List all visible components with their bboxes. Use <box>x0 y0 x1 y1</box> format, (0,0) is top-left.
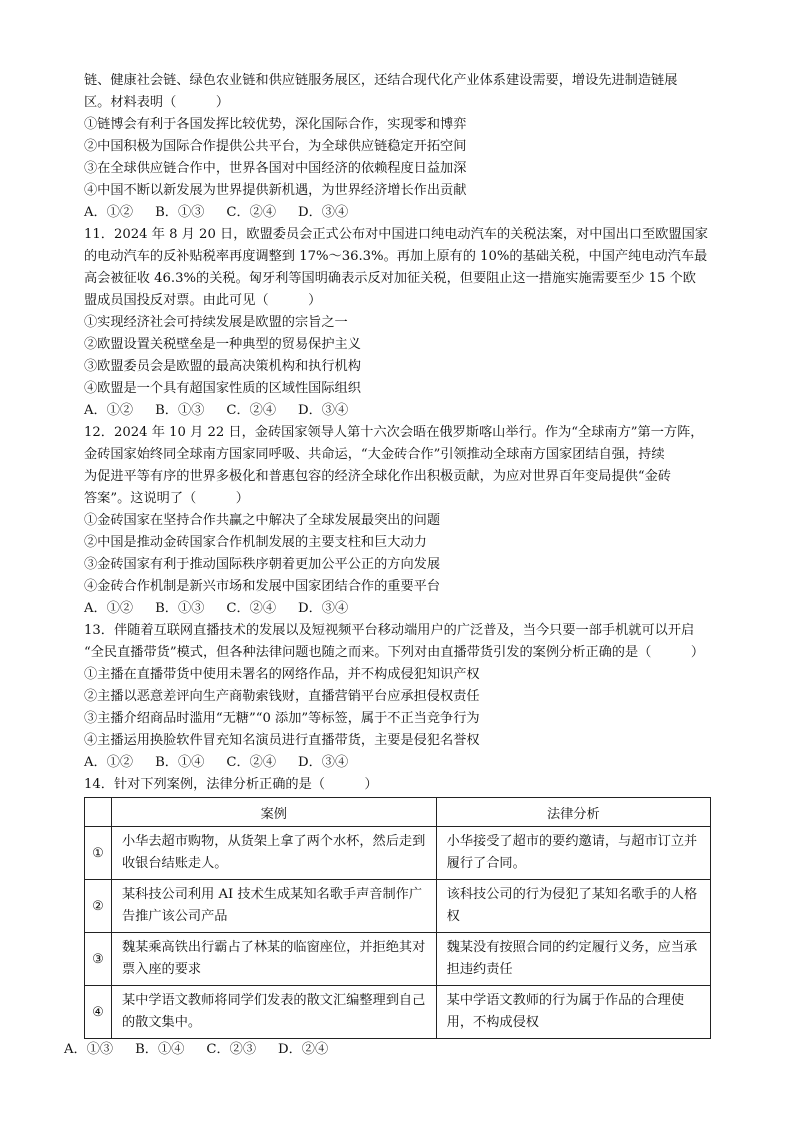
option-b[interactable]: B．①④ <box>155 755 205 770</box>
statement: ④欧盟是一个具有超国家性质的区域性国际组织 <box>84 381 361 396</box>
question-stem-line: 11．2024 年 8 月 20 日，欧盟委员会正式公布对中国进口纯电动汽车的关税法案，对中国出口至欧盟国家 <box>84 227 708 242</box>
option-b[interactable]: B．①③ <box>155 403 205 418</box>
statement: ③在全球供应链合作中，世界各国对中国经济的依赖程度日益加深 <box>84 161 467 176</box>
statement: ①主播在直播带货中使用未署名的网络作品，并不构成侵犯知识产权 <box>84 667 480 682</box>
option-d[interactable]: D．③④ <box>298 755 349 770</box>
row-number: ① <box>85 827 112 880</box>
statement: ③金砖国家有利于推动国际秩序朝着更加公平公正的方向发展 <box>84 557 441 572</box>
statement: ③欧盟委员会是欧盟的最高决策机构和执行机构 <box>84 359 361 374</box>
question-stem-line: 高会被征收 46.3%的关税。匈牙利等国明确表示反对加征关税，但要阻止这一措施实施需要至少 15 个欧 <box>84 271 696 286</box>
option-d[interactable]: D．②④ <box>278 1042 329 1057</box>
statement: ②中国积极为国际合作提供公共平台，为全球供应链稳定开拓空间 <box>84 139 467 154</box>
intro-line-1: 链、健康社会链、绿色农业链和供应链服务展区，还结合现代化产业体系建设需要，增设先进制造链展 <box>84 73 678 88</box>
option-c[interactable]: C．②④ <box>226 205 277 220</box>
table-row <box>85 933 711 986</box>
option-c[interactable]: C．②③ <box>206 1042 257 1057</box>
case-cell: 某中学语文教师将同学们发表的散文汇编整理到自己的散文集中。 <box>111 986 436 1039</box>
question-stem-line: 12．2024 年 10 月 22 日，金砖国家领导人第十六次会晤在俄罗斯喀山举行。作为“全球南方”第一方阵， <box>84 425 704 440</box>
answer-options <box>84 752 714 774</box>
analysis-cell: 魏某没有按照合同的约定履行义务，应当承担违约责任 <box>436 933 710 986</box>
option-a[interactable]: A．①② <box>84 755 134 770</box>
answer-options <box>64 1039 714 1061</box>
answer-options <box>84 202 714 224</box>
question-14 <box>64 774 714 1061</box>
intro-line-2: 区。材料表明（ ） <box>84 95 230 110</box>
question-stem-line: “全民直播带货”模式，但各种法律问题也随之而来。下列对由直播带货引发的案例分析正确的是（ ） <box>84 645 705 660</box>
statement: ④主播运用换脸软件冒充知名演员进行直播带货，主要是侵犯名誉权 <box>84 733 480 748</box>
answer-options <box>84 598 714 620</box>
option-c[interactable]: C．②④ <box>226 755 277 770</box>
question-13 <box>84 620 714 774</box>
answer-options <box>84 400 714 422</box>
row-number: ② <box>85 880 112 933</box>
table-row <box>85 880 711 933</box>
exam-page <box>64 70 714 1061</box>
question-stem-line: 金砖国家始终同全球南方国家同呼吸、共命运，“大金砖合作”引领推动全球南方国家团结自强，持续 <box>84 447 665 462</box>
statement: ④金砖合作机制是新兴市场和发展中国家团结合作的重要平台 <box>84 579 441 594</box>
analysis-cell: 该科技公司的行为侵犯了某知名歌手的人格权 <box>436 880 710 933</box>
row-number: ③ <box>85 933 112 986</box>
case-table <box>84 797 711 1039</box>
table-row <box>85 986 711 1039</box>
statement: ②中国是推动金砖国家合作机制发展的主要支柱和巨大动力 <box>84 535 427 550</box>
column-header-case: 案例 <box>111 798 436 827</box>
statement: ①实现经济社会可持续发展是欧盟的宗旨之一 <box>84 315 348 330</box>
option-d[interactable]: D．③④ <box>298 205 349 220</box>
case-cell: 小华去超市购物，从货架上拿了两个水杯，然后走到收银台结账走人。 <box>111 827 436 880</box>
table-header-row <box>85 798 711 827</box>
case-cell: 魏某乘高铁出行霸占了林某的临窗座位，并拒绝其对票入座的要求 <box>111 933 436 986</box>
column-header-analysis: 法律分析 <box>436 798 710 827</box>
question-12 <box>84 422 714 620</box>
statement: ②欧盟设置关税壁垒是一种典型的贸易保护主义 <box>84 337 361 352</box>
statement: ④中国不断以新发展为世界提供新机遇，为世界经济增长作出贡献 <box>84 183 467 198</box>
question-stem-line: 的电动汽车的反补贴税率再度调整到 17%～36.3%。再加上原有的 10%的基础关税，中国产纯电动汽车最 <box>84 249 708 264</box>
analysis-cell: 某中学语文教师的行为属于作品的合理使用，不构成侵权 <box>436 986 710 1039</box>
analysis-cell: 小华接受了超市的要约邀请，与超市订立并履行了合同。 <box>436 827 710 880</box>
statement: ①金砖国家在坚持合作共赢之中解决了全球发展最突出的问题 <box>84 513 441 528</box>
question-10-continuation <box>84 70 714 224</box>
option-a[interactable]: A．①② <box>84 205 134 220</box>
option-d[interactable]: D．③④ <box>298 601 349 616</box>
question-stem-line: 答案”。这说明了（ ） <box>84 491 249 506</box>
option-b[interactable]: B．①③ <box>155 205 205 220</box>
question-stem-line: 14．针对下列案例，法律分析正确的是（ ） <box>84 777 378 792</box>
question-stem-line: 盟成员国投反对票。由此可见（ ） <box>84 293 322 308</box>
question-stem-line: 13．伴随着互联网直播技术的发展以及短视频平台移动端用户的广泛普及，当今只要一部手机就可以开启 <box>84 623 695 638</box>
option-c[interactable]: C．②④ <box>226 601 277 616</box>
option-c[interactable]: C．②④ <box>226 403 277 418</box>
table-row <box>85 827 711 880</box>
option-b[interactable]: B．①③ <box>155 601 205 616</box>
statement: ③主播介绍商品时滥用“无糖”“0 添加”等标签，属于不正当竞争行为 <box>84 711 480 726</box>
statement: ②主播以恶意差评向生产商勒索钱财，直播营销平台应承担侵权责任 <box>84 689 480 704</box>
option-b[interactable]: B．①④ <box>135 1042 185 1057</box>
option-d[interactable]: D．③④ <box>298 403 349 418</box>
statement: ①链博会有利于各国发挥比较优势，深化国际合作，实现零和博弈 <box>84 117 467 132</box>
row-number: ④ <box>85 986 112 1039</box>
column-header-num <box>85 798 112 827</box>
question-11 <box>84 224 714 422</box>
question-stem-line: 为促进平等有序的世界多极化和普惠包容的经济全球化作出积极贡献，为应对世界百年变局提供“金砖 <box>84 469 671 484</box>
option-a[interactable]: A．①② <box>84 601 134 616</box>
option-a[interactable]: A．①② <box>84 403 134 418</box>
option-a[interactable]: A．①③ <box>64 1042 114 1057</box>
case-cell: 某科技公司利用 AI 技术生成某知名歌手声音制作广告推广该公司产品 <box>111 880 436 933</box>
